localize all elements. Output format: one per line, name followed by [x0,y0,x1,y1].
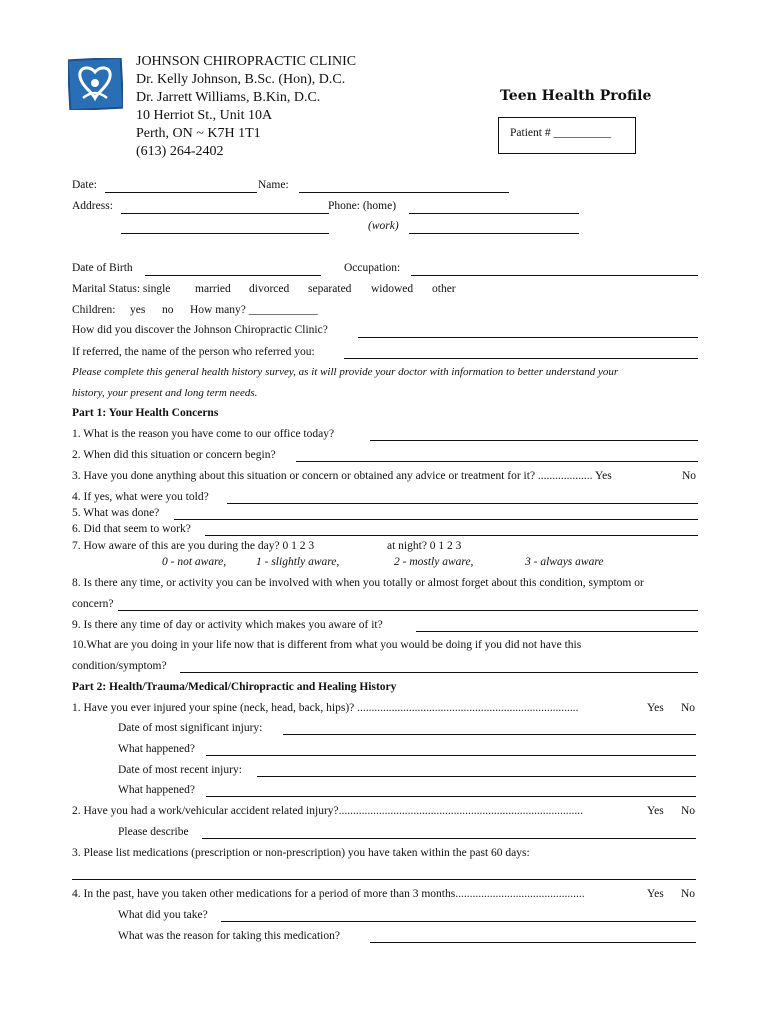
phone-home-label: Phone: (home) [328,200,397,212]
p2-q1-yes[interactable]: Yes [647,702,664,714]
p1-q2-field[interactable] [296,461,698,462]
clinic-logo-icon [68,58,123,110]
p1-q4-label: 4. If yes, what were you told? [72,491,209,503]
p2-q4-label: 4. In the past, have you taken other medications for a period of more than 3 months............................................. [72,888,585,900]
p1-q10-label-b: condition/symptom? [72,660,167,672]
doctor-1: Dr. Kelly Johnson, B.Sc. (Hon), D.C. [136,72,346,87]
p2-q1-what1-field[interactable] [206,755,696,756]
patient-number-box [498,117,636,154]
p1-q6-field[interactable] [205,535,698,536]
p1-q5-label: 5. What was done? [72,507,160,519]
p2-q4-reason-field[interactable] [370,942,696,943]
p2-q4-what-field[interactable] [221,921,696,922]
p2-q2-yes[interactable]: Yes [647,805,664,817]
phone-work-field[interactable] [409,233,579,234]
marital-widowed[interactable]: widowed [371,283,414,295]
p2-q1-what2-field[interactable] [206,796,696,797]
children-no[interactable]: no [162,304,174,316]
p1-q7-night[interactable]: at night? 0 1 2 3 [387,540,462,552]
p1-q10-label-a: 10.What are you doing in your life now that is different from what you would be doing if you did not have this [72,639,582,651]
p1-q7-label[interactable]: 7. How aware of this are you during the day? 0 1 2 3 [72,540,315,552]
p1-scale-2: 2 - mostly aware, [394,556,474,568]
p1-q6-label: 6. Did that seem to work? [72,523,191,535]
date-field[interactable] [105,192,257,193]
address-label: Address: [72,200,113,212]
dob-label: Date of Birth [72,262,133,274]
discover-label: How did you discover the Johnson Chiropractic Clinic? [72,324,328,336]
doctor-2: Dr. Jarrett Williams, B.Kin, D.C. [136,90,321,105]
children-yes[interactable]: yes [130,304,146,316]
p2-q1-date-recent-label: Date of most recent injury: [118,764,242,776]
phone-work-label: (work) [368,220,399,232]
occupation-field[interactable] [411,275,698,276]
name-label: Name: [258,179,289,191]
marital-separated[interactable]: separated [308,283,352,295]
referred-label: If referred, the name of the person who referred you: [72,346,315,358]
marital-divorced[interactable]: divorced [249,283,290,295]
p2-q2-label: 2. Have you had a work/vehicular accident related injury?..................................................................................... [72,805,583,817]
p1-q8-field[interactable] [118,610,698,611]
occupation-label: Occupation: [344,262,401,274]
p1-scale-3: 3 - always aware [525,556,604,568]
p2-q4-what-label: What did you take? [118,909,208,921]
p2-q1-what2-label: What happened? [118,784,195,796]
date-label: Date: [72,179,97,191]
phone-home-field[interactable] [409,213,579,214]
p2-q2-describe-label: Please describe [118,826,189,838]
instructions-line-2: history, your present and long term needs. [72,387,258,399]
p1-q4-field[interactable] [227,503,698,504]
p2-q1-date-sig-field[interactable] [283,734,696,735]
clinic-address-2: Perth, ON ~ K7H 1T1 [136,126,261,141]
marital-married[interactable]: married [195,283,231,295]
p1-q1-field[interactable] [370,440,698,441]
p2-q1-date-recent-field[interactable] [257,776,696,777]
p2-q3-label: 3. Please list medications (prescription or non-prescription) you have taken within the past 60 days: [72,847,530,859]
instructions-line-1: Please complete this general health history survey, as it will provide your doctor with information to better understand your [72,366,619,378]
children-how-many[interactable]: How many? ____________ [190,304,318,316]
p1-q5-field[interactable] [174,519,698,520]
p1-q10-field[interactable] [180,672,698,673]
clinic-phone: (613) 264-2402 [136,144,224,159]
marital-single[interactable]: Marital Status: single [72,283,171,295]
address-field-2[interactable] [121,233,329,234]
p1-scale-0: 0 - not aware, [162,556,227,568]
p1-q9-label: 9. Is there any time of day or activity which makes you aware of it? [72,619,383,631]
p2-q1-date-sig-label: Date of most significant injury: [118,722,263,734]
p2-q4-reason-label: What was the reason for taking this medication? [118,930,340,942]
patient-number-label[interactable]: Patient # __________ [510,127,611,139]
p1-q3-label: 3. Have you done anything about this situation or concern or obtained any advice or treatment for it? ................... Yes [72,470,612,482]
referred-field[interactable] [344,358,698,359]
address-field-1[interactable] [121,213,329,214]
clinic-address-1: 10 Herriot St., Unit 10A [136,108,273,123]
clinic-name: JOHNSON CHIROPRACTIC CLINIC [136,54,357,69]
p2-q1-what1-label: What happened? [118,743,195,755]
p2-q2-describe-field[interactable] [202,838,696,839]
p1-q3-no[interactable]: No [682,470,697,482]
p2-q2-no[interactable]: No [681,805,696,817]
p2-q3-field[interactable] [72,879,696,880]
p2-q1-label: 1. Have you ever injured your spine (neck, head, back, hips)? ............................................................................. [72,702,579,714]
part2-heading: Part 2: Health/Trauma/Medical/Chiropractic and Healing History [72,681,397,693]
p2-q4-yes[interactable]: Yes [647,888,664,900]
dob-field[interactable] [145,275,321,276]
part1-heading: Part 1: Your Health Concerns [72,407,219,419]
discover-field[interactable] [358,337,698,338]
name-field[interactable] [299,192,509,193]
p2-q1-no[interactable]: No [681,702,696,714]
p1-q8-label-a: 8. Is there any time, or activity you can be involved with when you totally or almost forget about this condition, symptom or [72,577,644,589]
marital-other[interactable]: other [432,283,456,295]
p1-q2-label: 2. When did this situation or concern begin? [72,449,276,461]
children-label: Children: [72,304,116,316]
p1-q1-label: 1. What is the reason you have come to our office today? [72,428,335,440]
p1-q9-field[interactable] [416,631,698,632]
p1-q8-label-b: concern? [72,598,114,610]
p2-q4-no[interactable]: No [681,888,696,900]
p1-scale-1: 1 - slightly aware, [256,556,340,568]
form-title: Teen Health Profile [500,88,652,104]
